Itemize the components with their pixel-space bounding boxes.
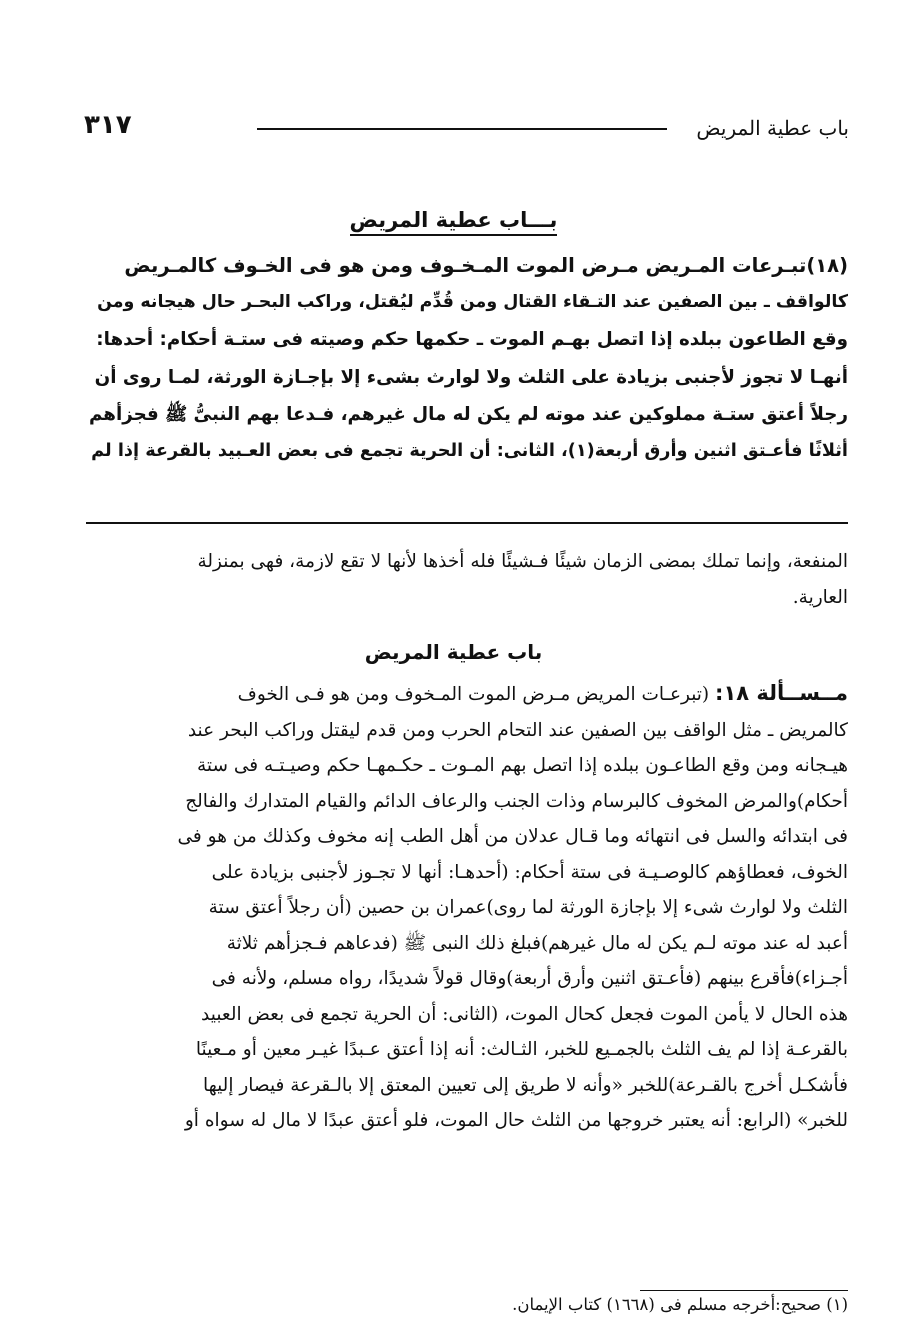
sharh-line [86, 676, 848, 713]
sharh-text [86, 676, 848, 1139]
sharh-line-text: (تبرعـات المريض مـرض الموت المـخوف ومن هو فـى الخوف [237, 684, 710, 705]
matn-line: رجلاً أعتق ستـة مملوكين عند موته لم يكن له مال غيرهم، فـدعا بهم النبىُّ ﷺ فجزأهم [88, 403, 848, 425]
page-number: ٣١٧ [84, 110, 132, 140]
continuation-line: العارية. [792, 587, 848, 608]
sharh-line: بالقرعـة إذا لم يف الثلث بالجمـيع للخبر، الثـالث: أنه إذا أعتق عـبدًا غيـر معين أو مـعينًا [195, 1039, 848, 1060]
sharh-line: فأشكـل أخرج بالقـرعة)للخبر «وأنه لا طريق إلى تعيين المعتق إلا بالـقرعة فيصار إليها [202, 1074, 848, 1096]
sharh-line: هيـجانه ومن وقع الطاعـون ببلده إذا اتصل بهم المـوت ـ حكـمهـا حكم وصيـتـه فى ستة [196, 755, 848, 776]
sharh-chapter-title: باب عطية المريض [364, 640, 543, 664]
sharh-line: الثلث ولا لوارث شىء إلا بإجازة الورثة لما روى)عمران بن حصين (أن رجلاً أعتق ستة [208, 897, 848, 918]
matn-line: كالواقف ـ بين الصفين عند التـقاء القتال ومن قُدِّم ليُقتل، وراكب البحـر حال هيجانه ومن [97, 292, 848, 313]
matn-chapter-title [0, 208, 907, 232]
sharh-continuation [86, 544, 848, 616]
matn-line: أثلاثًا فأعـتق اثنين وأرق أربعة(١)، الثانى: أن الحرية تجمع فى بعض العـبيد بالقرعة إذا لم [91, 441, 848, 462]
sharh-line: الخوف، فعطاؤهم كالوصـيـة فى ستة أحكام: (أحدهـا: أنها لا تجـوز لأجنبى بزيادة على [211, 861, 848, 883]
masala-label: مــســألة ١٨: [715, 681, 848, 705]
sharh-line: هذه الحال لا يأمن الموت فجعل كحال الموت، (الثانى: أن الحرية تجمع فى بعض العبيد [201, 1003, 848, 1025]
matn-title-text: بـــاب عطية المريض [350, 208, 558, 236]
sharh-line: أعبد له عند موته لـم يكن له مال غيرهم)فبلغ ذلك النبى ﷺ (فدعاهم فـجزأهم ثلاثة [226, 932, 848, 954]
sharh-line: فى ابتدائه والسل فى انتهائه وما قـال عدلان من أهل الطب إنه مخوف وكذلك من هو فى [177, 826, 848, 847]
sharh-line: كالمريض ـ مثل الواقف بين الصفين عند التحام الحرب ومن قدم ليقتل وراكب البحر عند [187, 719, 848, 741]
section-divider [86, 522, 848, 524]
continuation-line: المنفعة، وإنما تملك بمضى الزمان شيئًا فـشيئًا فله أخذها لأنها لا تقع لازمة، فهى بمنزلة [197, 551, 848, 572]
footnote-rule [640, 1290, 848, 1291]
matn-line: (١٨)تبـرعات المـريض مـرض الموت المـخـوف ومن هو فى الخـوف كالمـريض [124, 254, 848, 277]
running-head: باب عطية المريض [696, 116, 849, 140]
sharh-line: أحكام)والمرض المخوف كالبرسام وذات الجنب والرعاف الدائم والقيام المتدارك والفالج [185, 790, 848, 812]
sharh-line: أجـزاء)فأقرع بينهم (فأعـتق اثنين وأرق أربعة)وقال قولاً شديدًا، رواه مسلم، ولأنه فى [211, 968, 848, 989]
matn-line: أنهـا لا تجوز لأجنبى بزيادة على الثلث ولا لوارث بشىء إلا بإجـازة الورثة، لمـا روى أن [94, 366, 848, 388]
footnote: (١) صحيح:أخرجه مسلم فى (١٦٦٨) كتاب الإيمان. [512, 1295, 848, 1314]
matn-line: وقع الطاعون ببلده إذا اتصل بهـم الموت ـ حكمها حكم وصيته فى ستـة أحكام: أحدها: [96, 329, 848, 351]
sharh-line: للخبر» (الرابع: أنه يعتبر خروجها من الثلث حال الموت، فلو أعتق عبدًا لا مال له سواه أو [184, 1110, 848, 1131]
matn-text [86, 247, 848, 470]
page-header [84, 110, 849, 146]
header-rule [257, 128, 667, 130]
